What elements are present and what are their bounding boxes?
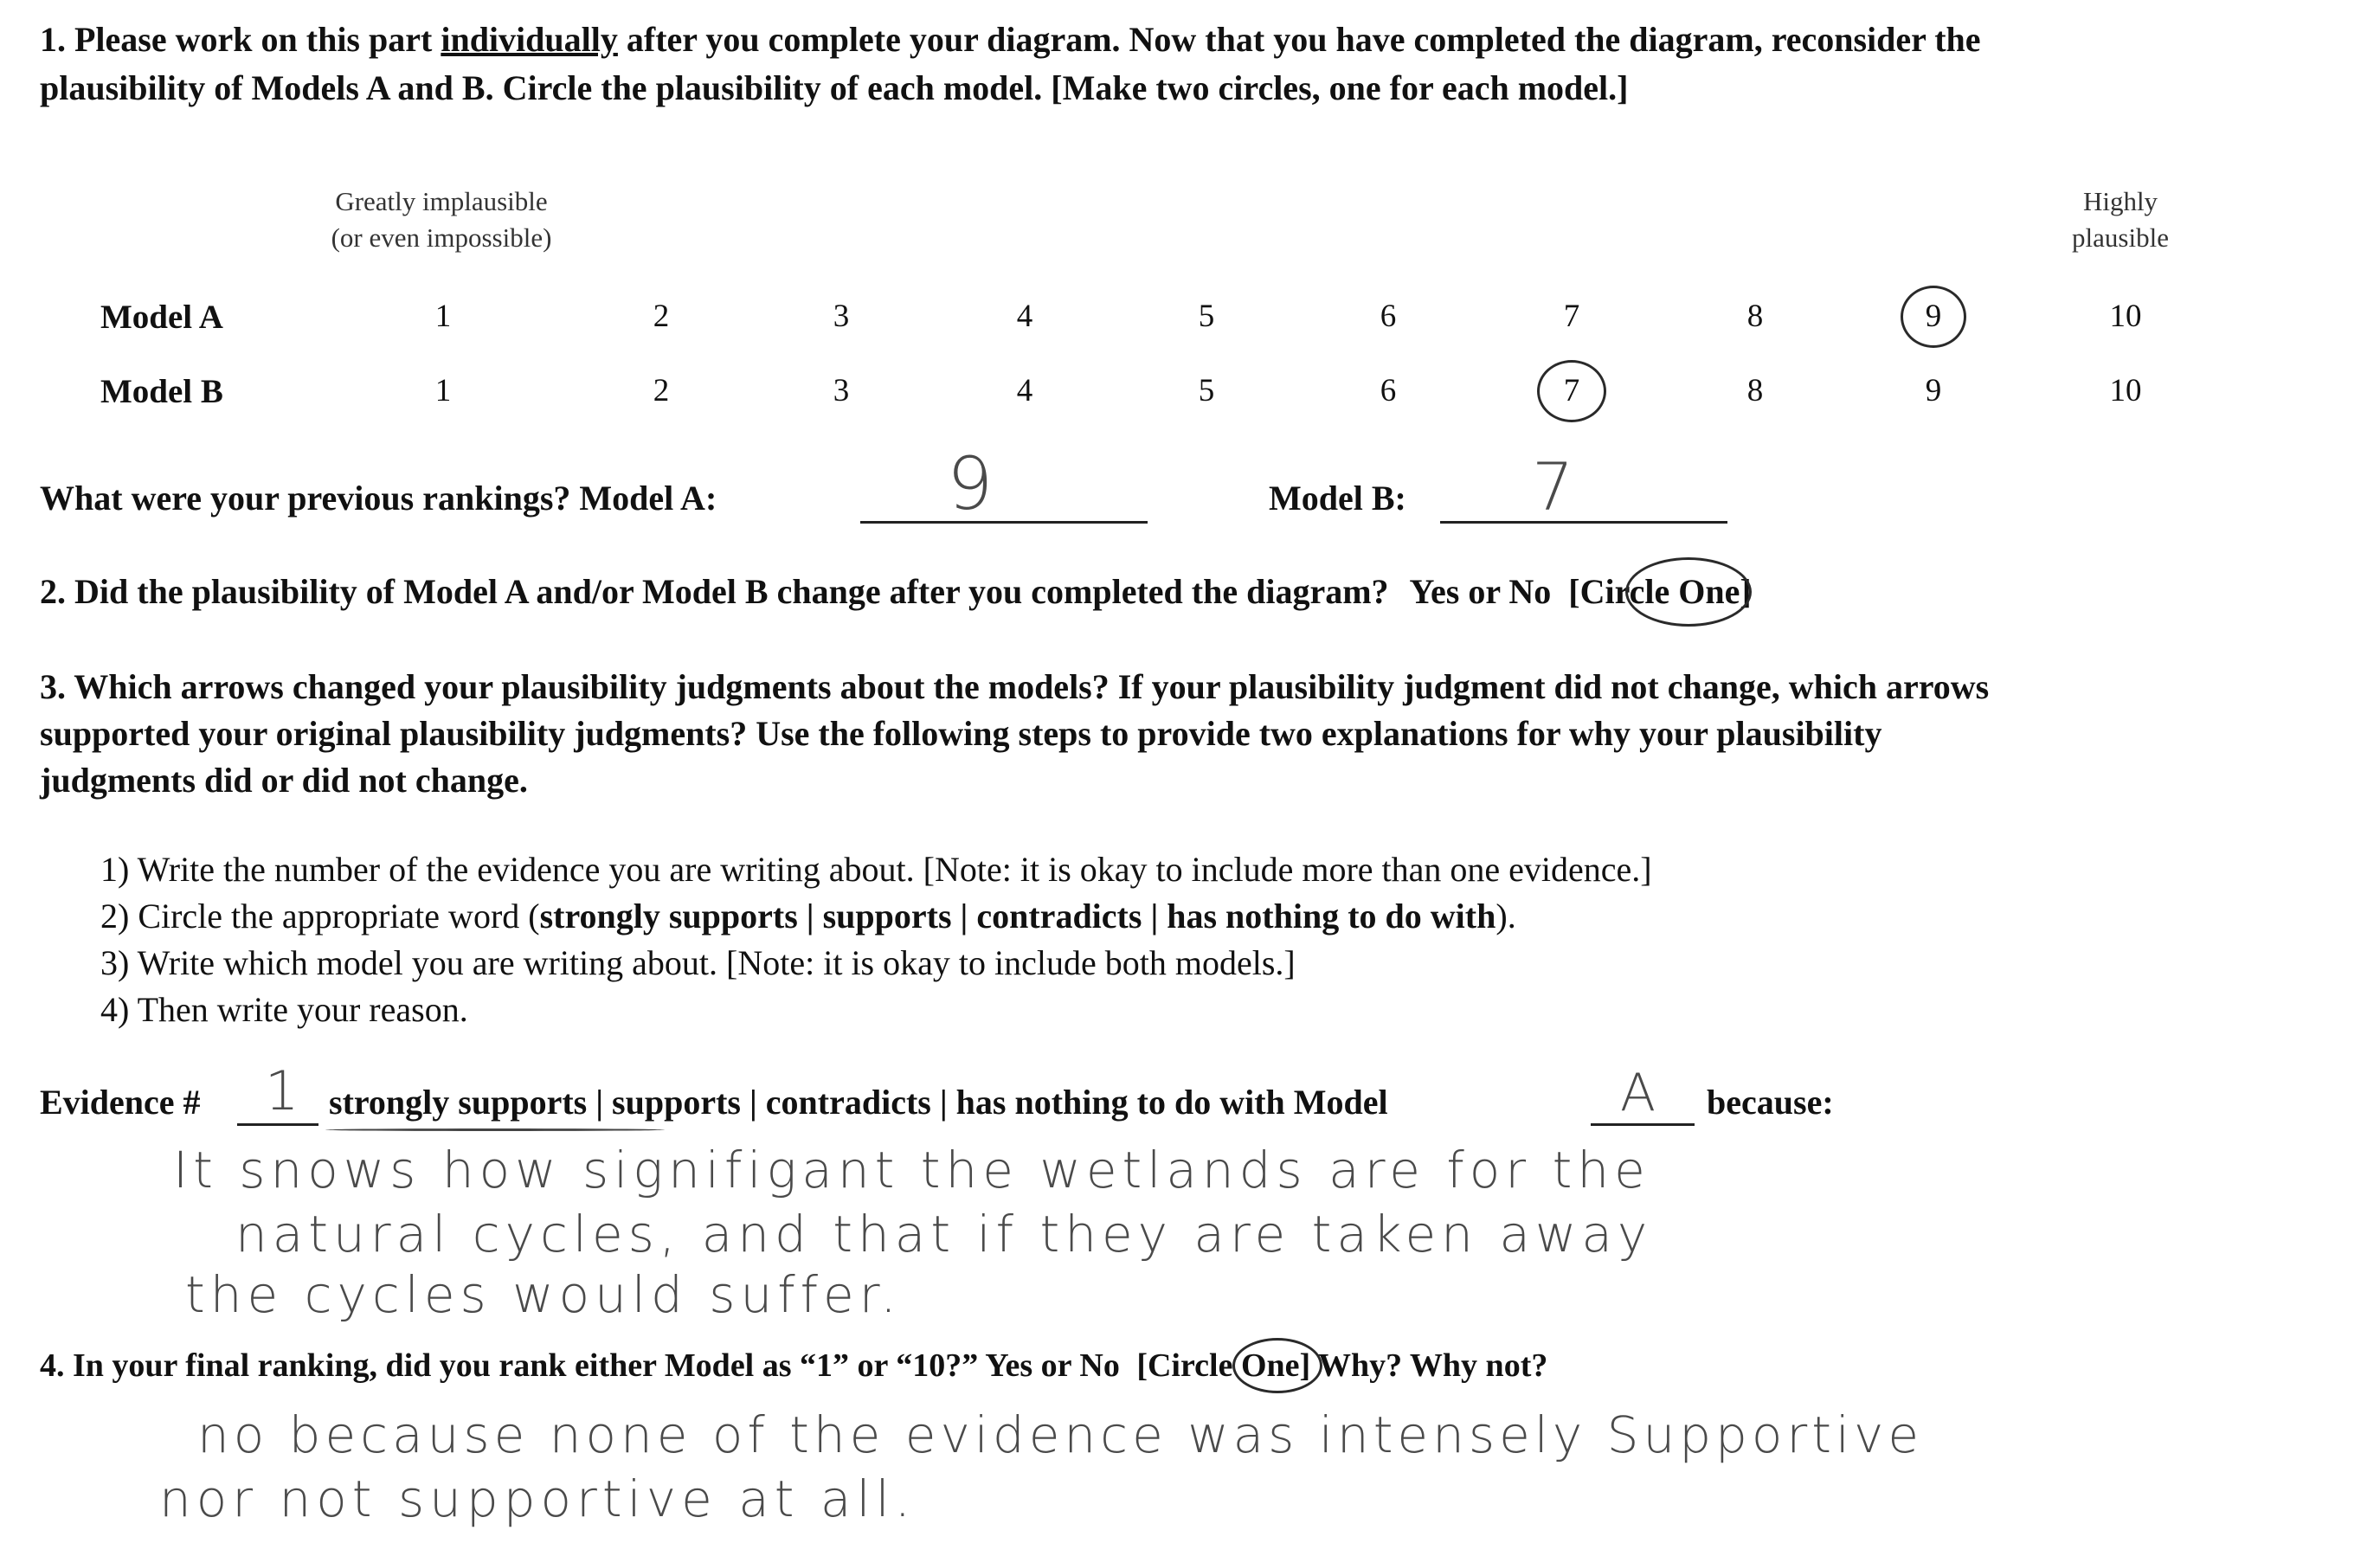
- evidence-because: because:: [1707, 1083, 1834, 1122]
- model-b-rating-option[interactable]: 9: [1925, 373, 1942, 408]
- scale-high-label: [2042, 183, 2198, 256]
- question-2: [40, 568, 1752, 616]
- model-b-rating-option[interactable]: 1: [434, 373, 452, 408]
- model-a-rating-option[interactable]: 2: [653, 299, 670, 334]
- evidence-model-value: A: [1620, 1063, 1660, 1123]
- evidence-number-value: 1: [265, 1059, 303, 1122]
- model-a-rating-option[interactable]: 3: [833, 299, 850, 334]
- scale-low-line-1: Greatly implausible: [335, 186, 548, 216]
- evidence-answer-line-3: the cycles would suffer.: [185, 1265, 902, 1324]
- scale-high-line-1: Highly: [2082, 186, 2158, 216]
- question-4-circled-answer: [1232, 1338, 1322, 1393]
- question-4-no: No: [1079, 1347, 1120, 1384]
- model-a-rating-option[interactable]: 6: [1380, 299, 1397, 334]
- model-b-rating-option[interactable]: 3: [833, 373, 850, 408]
- model-b-previous-blank[interactable]: [1440, 490, 1727, 524]
- question-2-circled-answer: [1625, 557, 1752, 627]
- question-3-line-1: 3. Which arrows changed your plausibility judgments about the models? If your plausibility judgment did not change, which arrows: [40, 667, 1990, 706]
- question-2-text: 2. Did the plausibility of Model A and/or Model B change after you completed the diagram?: [40, 572, 1389, 611]
- evidence-choices: [329, 1078, 1388, 1127]
- model-b-circled-rating: [1537, 360, 1606, 422]
- step-2-bold: strongly supports | supports | contradicts | has nothing to do with: [539, 897, 1496, 936]
- model-a-circled-rating: [1901, 286, 1966, 348]
- evidence-answer-line-2: natural cycles, and that if they are taken away: [235, 1205, 1653, 1263]
- step-2: [100, 893, 1516, 940]
- evidence-answer-line-1: It snows how signifigant the wetlands are for the: [173, 1141, 1650, 1199]
- model-a-previous-blank[interactable]: [860, 490, 1148, 524]
- question-1-line-1: [40, 16, 1981, 64]
- scale-low-label: [312, 183, 571, 256]
- model-a-rating-option[interactable]: 7: [1563, 299, 1580, 334]
- step-3: 3) Write which model you are writing about. [Note: it is okay to include both models.]: [100, 943, 1296, 982]
- model-b-rating-option[interactable]: 5: [1198, 373, 1215, 408]
- model-a-rating-option[interactable]: 10: [2109, 299, 2142, 334]
- model-b-rating-option[interactable]: 2: [653, 373, 670, 408]
- model-a-rating-option[interactable]: 1: [434, 299, 452, 334]
- question-2-or: or: [1468, 572, 1501, 611]
- previous-rankings-prompt: What were your previous rankings? Model A:: [40, 479, 717, 518]
- step-2-pre: 2) Circle the appropriate word (: [100, 897, 540, 936]
- question-2-yes: Yes: [1409, 572, 1460, 611]
- model-b-rating-option[interactable]: 4: [1016, 373, 1033, 408]
- question-2-suffix: [Circle One]: [1568, 572, 1752, 611]
- model-a-rating-option[interactable]: 5: [1198, 299, 1215, 334]
- question-1-prefix: 1. Please work on this part: [40, 20, 441, 59]
- model-b-previous-value: 7: [1532, 448, 1578, 525]
- evidence-choice-underline: [325, 1128, 665, 1131]
- question-1-suffix: after you complete your diagram. Now that you have completed the diagram, reconsider the: [617, 20, 1981, 59]
- scale-low-line-2: (or even impossible): [331, 222, 552, 253]
- model-a-rating-option[interactable]: 4: [1016, 299, 1033, 334]
- model-b-rating-option[interactable]: 8: [1746, 373, 1764, 408]
- question-2-no: No: [1508, 572, 1552, 611]
- model-b-rating-option[interactable]: 10: [2109, 373, 2142, 408]
- question-3-line-3: judgments did or did not change.: [40, 761, 528, 800]
- model-b-label: Model B: [100, 373, 223, 410]
- model-a-rating-option[interactable]: 8: [1746, 299, 1764, 334]
- question-4-text: 4. In your final ranking, did you rank either Model as “1” or “10?” Yes or: [40, 1347, 1071, 1384]
- question-4-answer-line-1: no because none of the evidence was intensely Supportive: [197, 1405, 1924, 1464]
- question-4-suffix: [Circle One] Why? Why not?: [1136, 1347, 1548, 1384]
- step-2-post: ).: [1496, 897, 1516, 936]
- question-1-underlined: individually: [441, 20, 618, 59]
- model-a-rating-option[interactable]: 9: [1925, 299, 1942, 334]
- model-a-label: Model A: [100, 299, 223, 336]
- question-4-answer-line-2: nor not supportive at all.: [159, 1469, 917, 1528]
- evidence-label: Evidence #: [40, 1083, 201, 1122]
- question-3-line-2: supported your original plausibility judgments? Use the following steps to provide two explanations for why your plausibility: [40, 714, 1882, 753]
- step-4: 4) Then write your reason.: [100, 990, 468, 1029]
- model-b-rating-option[interactable]: 6: [1380, 373, 1397, 408]
- step-1: 1) Write the number of the evidence you are writing about. [Note: it is okay to include more than one evidence.]: [100, 850, 1652, 889]
- evidence-choice-selected: strongly supports: [329, 1083, 588, 1122]
- question-1-line-2: plausibility of Models A and B. Circle the plausibility of each model. [Make two circles, one for each model.]: [40, 68, 1629, 107]
- scale-high-line-2: plausible: [2072, 222, 2169, 253]
- model-b-rating-option[interactable]: 7: [1563, 373, 1580, 408]
- model-a-previous-value: 9: [947, 441, 997, 526]
- model-b-previous-label: Model B:: [1269, 479, 1406, 518]
- evidence-choices-rest: | supports | contradicts | has nothing to do with Model: [587, 1083, 1388, 1122]
